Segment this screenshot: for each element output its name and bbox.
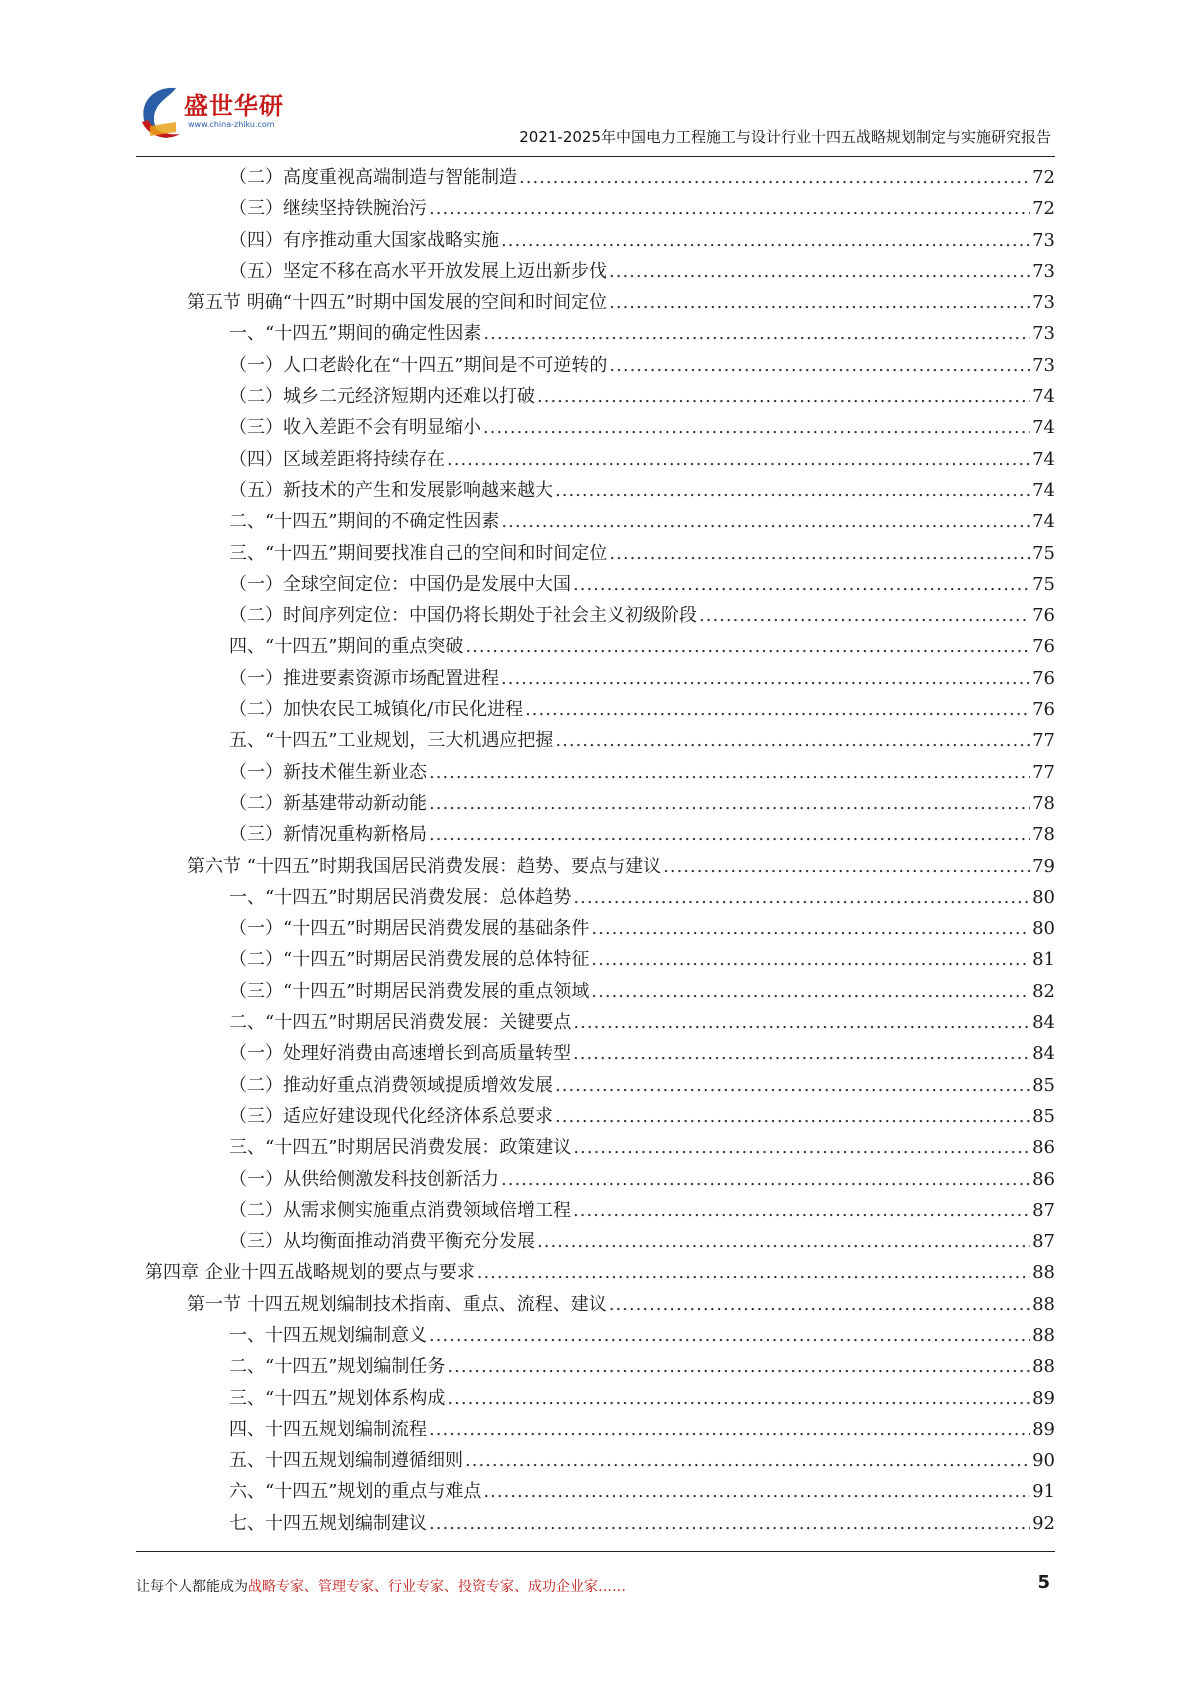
toc-entry-label: （三）适应好建设现代化经济体系总要求 [229,1105,553,1127]
toc-entry[interactable] [145,913,1055,944]
toc-entry[interactable] [145,1414,1055,1445]
toc-entry-label: （五）坚定不移在高水平开放发展上迈出新步伐 [229,260,607,282]
toc-entry[interactable] [145,193,1055,224]
toc-leader-dots [501,1164,1030,1195]
toc-entry[interactable] [145,225,1055,256]
toc-entry-label: 七、十四五规划编制建议 [229,1512,427,1534]
toc-entry-page: 86 [1032,1137,1055,1159]
toc-entry-label: （二）高度重视高端制造与智能制造 [229,167,517,188]
toc-entry-label: （一）推进要素资源市场配置进程 [229,667,499,689]
toc-entry[interactable] [145,1257,1055,1288]
toc-entry[interactable] [145,1007,1055,1038]
toc-entry-page: 77 [1032,730,1055,752]
toc-leader-dots [447,1383,1030,1414]
toc-entry[interactable] [145,475,1055,506]
toc-entry[interactable] [145,1383,1055,1414]
toc-leader-dots [447,1351,1030,1382]
toc-leader-dots [501,663,1030,694]
toc-entry[interactable] [145,1476,1055,1507]
toc-leader-dots [447,444,1030,475]
toc-entry[interactable] [145,1101,1055,1132]
toc-entry-label: 二、“十四五”时期居民消费发展：关键要点 [229,1012,572,1034]
toc-leader-dots [609,256,1030,287]
toc-entry-label: （二）城乡二元经济短期内还难以打破 [229,386,535,408]
toc-entry-page: 85 [1032,1074,1055,1096]
toc-entry[interactable] [145,1164,1055,1195]
footer-slogan-highlight: 战略专家、管理专家、行业专家、投资专家、成功企业家…… [248,1579,626,1595]
toc-entry-label: （一）从供给侧激发科技创新活力 [229,1168,499,1190]
toc-leader-dots [429,788,1030,819]
toc-entry-label: （二）加快农民工城镇化/市民化进程 [229,699,524,721]
toc-leader-dots [429,1414,1030,1445]
toc-entry-page: 81 [1032,949,1055,971]
toc-leader-dots [555,1101,1030,1132]
toc-entry-page: 73 [1032,323,1055,345]
toc-entry-page: 73 [1032,292,1055,314]
toc-leader-dots [555,1070,1030,1101]
toc-entry[interactable] [145,381,1055,412]
toc-entry[interactable] [145,1195,1055,1226]
toc-entry[interactable] [145,444,1055,475]
toc-entry[interactable] [145,256,1055,287]
toc-entry-label: 二、“十四五”期间的不确定性因素 [229,511,500,533]
toc-entry-page: 73 [1032,260,1055,282]
toc-leader-dots [609,350,1030,381]
toc-entry-label: （二）从需求侧实施重点消费领域倍增工程 [229,1199,571,1221]
toc-entry-page: 79 [1032,855,1055,877]
toc-entry-page: 90 [1032,1450,1055,1472]
toc-entry-label: （三）“十四五”时期居民消费发展的重点领域 [229,980,590,1002]
toc-entry[interactable] [145,287,1055,318]
toc-entry-label: （五）新技术的产生和发展影响越来越大 [229,479,553,501]
toc-entry[interactable] [145,757,1055,788]
toc-entry-label: （三）从均衡面推动消费平衡充分发展 [229,1231,535,1253]
toc-entry[interactable] [145,851,1055,882]
toc-entry-label: （二）时间序列定位：中国仍将长期处于社会主义初级阶段 [229,605,697,627]
company-logo [136,82,316,146]
toc-entry-page: 73 [1032,229,1055,251]
toc-leader-dots [525,694,1030,725]
toc-entry-label: 一、十四五规划编制意义 [229,1324,427,1346]
toc-entry-label: 一、“十四五”期间的确定性因素 [229,323,482,345]
toc-entry[interactable] [145,819,1055,850]
toc-entry-page: 77 [1032,761,1055,783]
toc-entry-label: 一、“十四五”时期居民消费发展：总体趋势 [229,886,572,908]
toc-entry[interactable] [145,162,1055,193]
toc-entry-label: （一）人口老龄化在“十四五”期间是不可逆转的 [229,354,608,376]
footer-slogan [136,1576,626,1596]
toc-leader-dots [609,538,1030,569]
toc-entry[interactable] [145,569,1055,600]
toc-entry-label: 三、“十四五”规划体系构成 [229,1387,446,1409]
toc-entry-page: 88 [1032,1356,1055,1378]
toc-entry[interactable] [145,1445,1055,1476]
toc-entry-page: 86 [1032,1168,1055,1190]
toc-entry[interactable] [145,350,1055,381]
page-header [0,0,1191,150]
toc-entry-page: 91 [1032,1481,1055,1503]
toc-entry-page: 88 [1032,1262,1055,1284]
toc-entry[interactable] [145,694,1055,725]
toc-leader-dots [555,725,1030,756]
toc-leader-dots [429,193,1030,224]
toc-leader-dots [573,1132,1030,1163]
toc-entry-label: （二）推动好重点消费领域提质增效发展 [229,1074,553,1096]
toc-leader-dots [573,1007,1030,1038]
toc-leader-dots [465,1445,1030,1476]
toc-entry-label: （一）“十四五”时期居民消费发展的基础条件 [229,918,590,940]
toc-entry[interactable] [145,412,1055,443]
toc-entry-page: 75 [1032,573,1055,595]
toc-entry-page: 89 [1032,1387,1055,1409]
toc-entry-label: （三）新情况重构新格局 [229,824,427,846]
toc-entry-page: 76 [1032,636,1055,658]
toc-entry[interactable] [145,538,1055,569]
toc-leader-dots [465,631,1030,662]
toc-entry-page: 76 [1032,605,1055,627]
toc-leader-dots [663,851,1030,882]
toc-entry-page: 80 [1032,918,1055,940]
logo-name: 盛世华研 [184,92,284,120]
toc-entry-label: （四）区域差距将持续存在 [229,448,445,470]
toc-leader-dots [501,506,1030,537]
toc-entry[interactable] [145,663,1055,694]
toc-entry-label: （一）处理好消费由高速增长到高质量转型 [229,1043,571,1065]
toc-entry-label: 二、“十四五”规划编制任务 [229,1356,446,1378]
toc-entry-page: 87 [1032,1199,1055,1221]
toc-entry-page: 75 [1032,542,1055,564]
toc-entry[interactable] [145,976,1055,1007]
toc-entry[interactable] [145,1132,1055,1163]
toc-entry-label: 五、“十四五”工业规划，三大机遇应把握 [229,730,554,752]
logo-mark-icon [136,82,186,142]
toc-entry-page: 78 [1032,792,1055,814]
toc-entry[interactable] [145,1508,1055,1539]
toc-leader-dots [573,569,1030,600]
toc-leader-dots [429,1320,1030,1351]
toc-entry[interactable] [145,631,1055,662]
toc-entry[interactable] [145,1289,1055,1320]
toc-entry-page: 72 [1032,198,1055,220]
toc-entry[interactable] [145,1226,1055,1257]
toc-entry-label: （三）继续坚持铁腕治污 [229,198,427,220]
toc-entry-page: 80 [1032,886,1055,908]
toc-entry-page: 74 [1032,448,1055,470]
toc-entry-page: 88 [1032,1293,1055,1315]
toc-entry-label: 四、“十四五”期间的重点突破 [229,636,464,658]
toc-leader-dots [429,1508,1030,1539]
toc-entry-page: 74 [1032,417,1055,439]
toc-leader-dots [483,318,1030,349]
toc-entry[interactable] [145,600,1055,631]
toc-entry-label: 第四章 企业十四五战略规划的要点与要求 [145,1262,475,1284]
toc-entry-page: 72 [1032,167,1055,188]
toc-entry[interactable] [145,1038,1055,1069]
toc-leader-dots [537,381,1030,412]
toc-entry-label: （四）有序推动重大国家战略实施 [229,229,499,251]
toc-leader-dots [501,225,1030,256]
header-divider [136,156,1055,157]
toc-entry-label: （一）全球空间定位：中国仍是发展中大国 [229,573,571,595]
toc-entry-page: 89 [1032,1418,1055,1440]
toc-entry-page: 76 [1032,667,1055,689]
toc-entry-label: 三、“十四五”时期居民消费发展：政策建议 [229,1137,572,1159]
toc-entry-page: 74 [1032,511,1055,533]
toc-leader-dots [429,819,1030,850]
toc-entry-page: 73 [1032,354,1055,376]
toc-entry-page: 74 [1032,386,1055,408]
toc-entry-page: 82 [1032,980,1055,1002]
toc-entry[interactable] [145,788,1055,819]
toc-entry[interactable] [145,318,1055,349]
toc-entry-label: （二）“十四五”时期居民消费发展的总体特征 [229,949,590,971]
toc-entry-label: （一）新技术催生新业态 [229,761,427,783]
toc-entry-page: 88 [1032,1324,1055,1346]
toc-entry-page: 92 [1032,1512,1055,1534]
toc-leader-dots [699,600,1030,631]
footer-slogan-prefix: 让每个人都能成为 [136,1579,248,1595]
toc-entry[interactable] [145,1351,1055,1382]
toc-entry-label: 五、十四五规划编制遵循细则 [229,1450,463,1472]
toc-entry-label: 四、十四五规划编制流程 [229,1418,427,1440]
toc-entry-page: 87 [1032,1231,1055,1253]
toc-entry-label: （二）新基建带动新动能 [229,792,427,814]
toc-leader-dots [483,1476,1030,1507]
toc-leader-dots [519,162,1030,193]
toc-leader-dots [573,1038,1030,1069]
toc-leader-dots [429,757,1030,788]
footer-divider [136,1551,1055,1552]
toc-leader-dots [591,976,1030,1007]
toc-leader-dots [483,412,1030,443]
toc-leader-dots [537,1226,1030,1257]
toc-entry-page: 84 [1032,1012,1055,1034]
toc-entry-page: 85 [1032,1105,1055,1127]
toc-leader-dots [609,1289,1030,1320]
toc-entry-page: 76 [1032,699,1055,721]
toc-entry-label: 三、“十四五”期间要找准自己的空间和时间定位 [229,542,608,564]
toc-entry-label: 第六节 “十四五”时期我国居民消费发展：趋势、要点与建议 [187,855,662,877]
toc-entry-label: 第五节 明确“十四五”时期中国发展的空间和时间定位 [187,292,608,314]
table-of-contents [145,162,1055,1539]
toc-entry-label: 六、“十四五”规划的重点与难点 [229,1481,482,1503]
toc-entry[interactable] [145,1070,1055,1101]
page-number: 5 [1037,1572,1050,1593]
toc-entry-page: 74 [1032,479,1055,501]
toc-leader-dots [573,882,1030,913]
toc-entry-label: 第一节 十四五规划编制技术指南、重点、流程、建议 [187,1293,607,1315]
logo-url: www.china-zhiku.com [188,120,275,129]
toc-entry[interactable] [145,882,1055,913]
toc-leader-dots [609,287,1030,318]
toc-entry[interactable] [145,1320,1055,1351]
toc-leader-dots [591,913,1030,944]
toc-entry[interactable] [145,725,1055,756]
toc-entry-page: 78 [1032,824,1055,846]
toc-entry[interactable] [145,506,1055,537]
toc-leader-dots [477,1257,1030,1288]
report-title: 2021-2025年中国电力工程施工与设计行业十四五战略规划制定与实施研究报告 [519,128,1051,146]
toc-entry-page: 84 [1032,1043,1055,1065]
toc-leader-dots [573,1195,1030,1226]
toc-entry-label: （三）收入差距不会有明显缩小 [229,417,481,439]
toc-leader-dots [591,944,1030,975]
toc-leader-dots [555,475,1030,506]
toc-entry[interactable] [145,944,1055,975]
